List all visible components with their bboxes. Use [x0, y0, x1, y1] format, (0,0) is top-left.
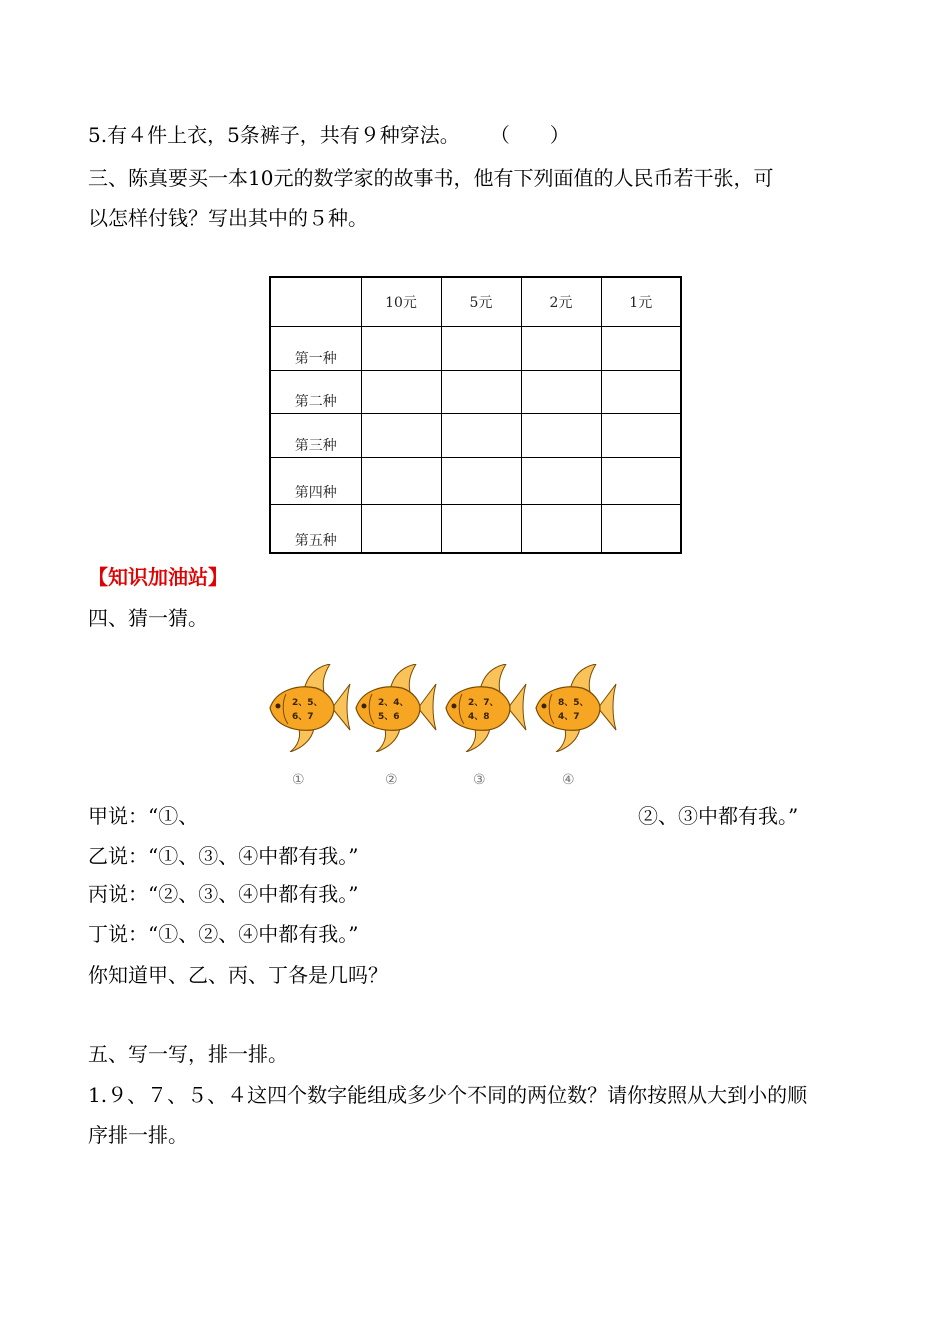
fish-number-row: 2、5、 — [292, 698, 323, 708]
judge-item-5: 5.有４件上衣，5条裤子，共有９种穿法。 （ ） — [88, 123, 570, 147]
bing-statement: 丙说：“②、③、④中都有我。” — [88, 882, 359, 906]
fish-number-row: 8、5、 — [558, 698, 589, 708]
jia-statement-start: 甲说：“①、 — [88, 804, 199, 828]
answer-cell[interactable] — [601, 505, 681, 553]
answer-cell[interactable] — [441, 458, 521, 505]
row-label: 第五种 — [270, 505, 361, 553]
table-row — [270, 458, 681, 505]
answer-cell[interactable] — [361, 327, 441, 371]
fish-number-row: 2、7、 — [468, 698, 499, 708]
q4-question: 你知道甲、乙、丙、丁各是几吗？ — [88, 963, 388, 987]
answer-cell[interactable] — [441, 505, 521, 553]
answer-cell[interactable] — [601, 458, 681, 505]
goldfish-4 — [534, 664, 618, 752]
row-label: 第三种 — [270, 414, 361, 458]
answer-cell[interactable] — [521, 414, 601, 458]
fish-label-2: ② — [385, 772, 398, 788]
table-row — [270, 505, 681, 553]
fish-number-row: 4、8 — [468, 712, 490, 722]
answer-cell[interactable] — [521, 458, 601, 505]
q4-title: 四、猜一猜。 — [88, 606, 208, 630]
q5-line2: 序排一排。 — [88, 1123, 188, 1147]
table-row — [270, 371, 681, 414]
answer-cell[interactable] — [361, 414, 441, 458]
fish-label-3: ③ — [473, 772, 486, 788]
answer-cell[interactable] — [361, 371, 441, 414]
goldfish-3 — [444, 664, 528, 752]
fish-number-row: 5、6 — [378, 712, 400, 722]
answer-cell[interactable] — [521, 371, 601, 414]
q3-line2: 以怎样付钱？写出其中的５种。 — [88, 206, 368, 230]
table-row — [270, 327, 681, 371]
fish-number-row: 6、7 — [292, 712, 314, 722]
ding-statement: 丁说：“①、②、④中都有我。” — [88, 922, 359, 946]
fish-number-row: 2、4、 — [378, 698, 409, 708]
answer-cell[interactable] — [601, 414, 681, 458]
jia-statement-end: ②、③中都有我。” — [638, 804, 799, 828]
fish-label-4: ④ — [562, 772, 575, 788]
table-header-row — [270, 277, 681, 327]
answer-cell[interactable] — [601, 327, 681, 371]
row-label: 第四种 — [270, 458, 361, 505]
answer-cell[interactable] — [601, 371, 681, 414]
header-cell: 10元 — [361, 277, 441, 327]
answer-parentheses[interactable]: （ ） — [499, 123, 570, 147]
knowledge-station-heading: 【知识加油站】 — [88, 565, 228, 589]
header-cell: 2元 — [521, 277, 601, 327]
row-label: 第二种 — [270, 371, 361, 414]
row-label: 第一种 — [270, 327, 361, 371]
answer-cell[interactable] — [521, 505, 601, 553]
answer-cell[interactable] — [521, 327, 601, 371]
fish-number-row: 4、7 — [558, 712, 580, 722]
table-row — [270, 414, 681, 458]
yi-statement: 乙说：“①、③、④中都有我。” — [88, 844, 359, 868]
answer-cell[interactable] — [441, 327, 521, 371]
header-cell — [270, 277, 361, 327]
q5-line1: 1.９、７、５、４这四个数字能组成多少个不同的两位数？请你按照从大到小的顺 — [88, 1083, 808, 1107]
answer-cell[interactable] — [361, 505, 441, 553]
answer-cell[interactable] — [441, 371, 521, 414]
fish-label-1: ① — [292, 772, 305, 788]
payment-table — [269, 276, 682, 554]
goldfish-1 — [268, 664, 352, 752]
answer-cell[interactable] — [361, 458, 441, 505]
q5-title: 五、写一写，排一排。 — [88, 1042, 288, 1066]
goldfish-2 — [354, 664, 438, 752]
header-cell: 5元 — [441, 277, 521, 327]
q3-line1: 三、陈真要买一本10元的数学家的故事书，他有下列面值的人民币若干张，可 — [88, 166, 774, 190]
header-cell: 1元 — [601, 277, 681, 327]
answer-cell[interactable] — [441, 414, 521, 458]
